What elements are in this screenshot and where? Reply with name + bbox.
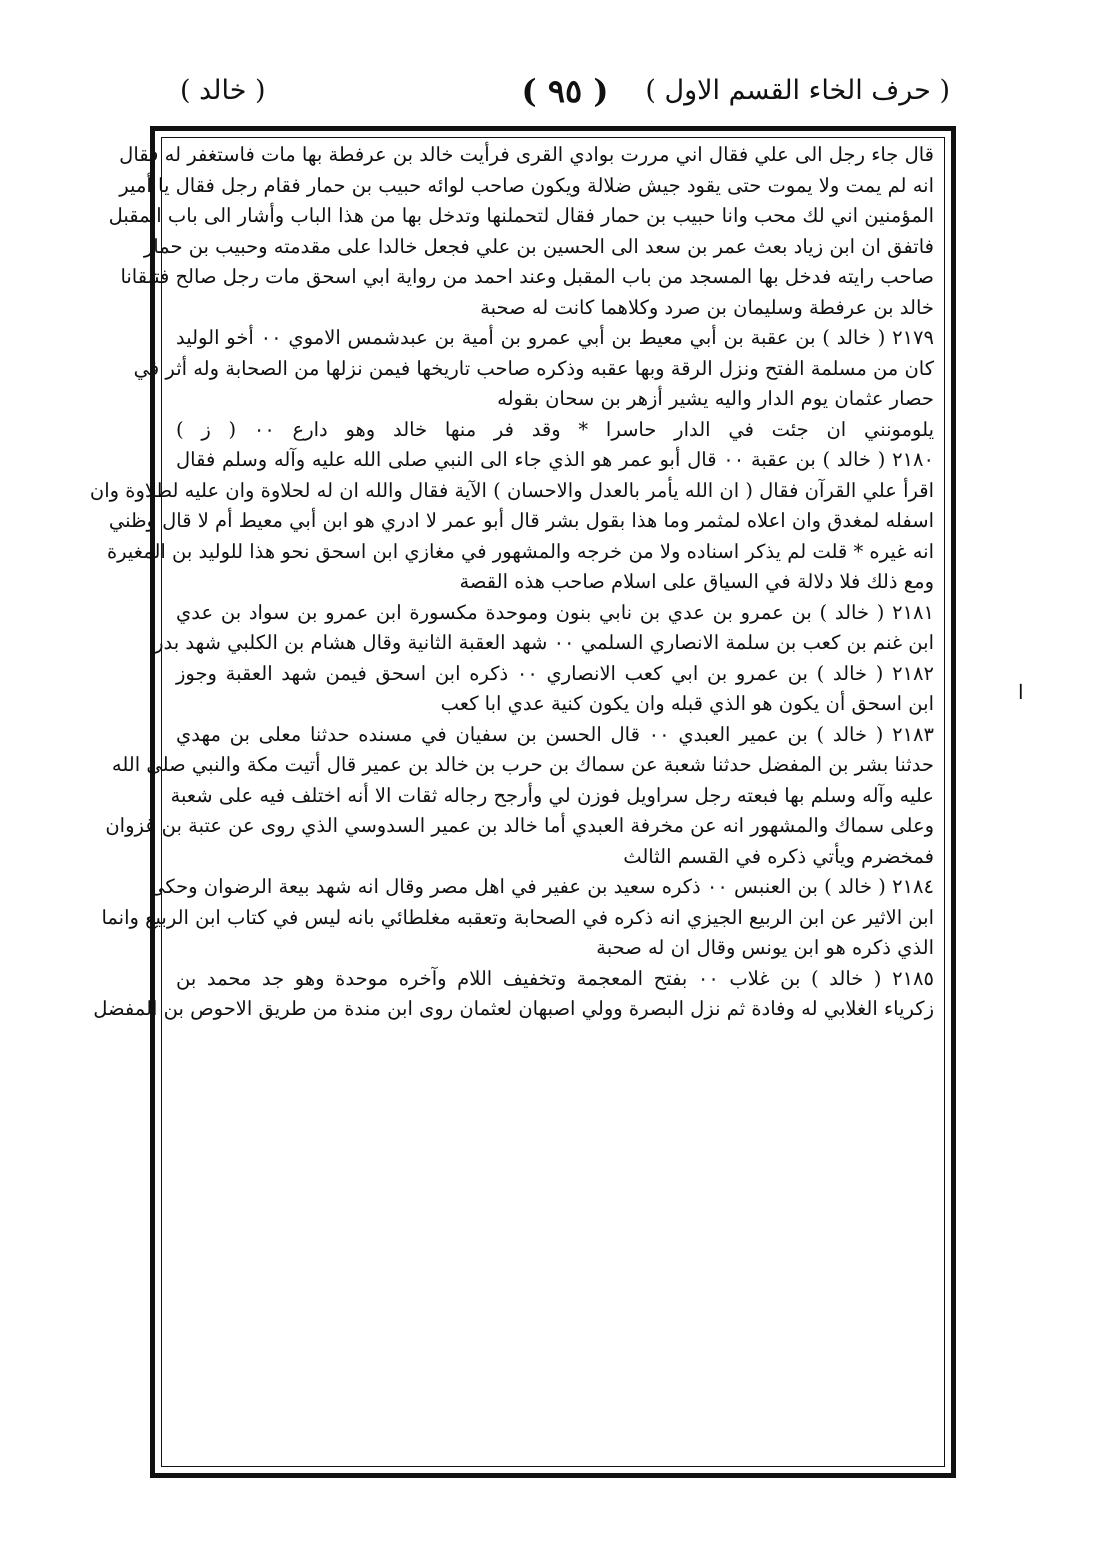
margin-mark: ا [1018,680,1024,704]
document-body [89,140,935,1025]
text-line: عليه وآله وسلم بها فبعته رجل سراويل فوزن لي وأرجح رجاله ثقات الا أنه اختلف فيه على شعبة [170,783,934,807]
text-line: ٢١٧٩ ( خالد ) بن عقبة بن أبي معيط بن أبي عمرو بن أمية بن عبدشمس الاموي ٠٠ أخو الوليد [176,326,935,349]
text-line: اقرأ علي القرآن فقال ( ان الله يأمر بالعدل والاحسان ) الآية فقال والله ان له لحلاوة وان عليه لطلاوة وان [89,478,934,502]
text-line: قال جاء رجل الى علي فقال اني مررت بوادي القرى فرأيت خالد بن عرفطة بها مات فاستغفر له فقال [119,143,934,166]
text-line: ابن اسحق أن يكون هو الذي قبله وان يكون كنية عدي ابا كعب [440,692,934,715]
text-line: ومع ذلك فلا دلالة في السياق على اسلام صاحب هذه القصة [459,570,934,593]
text-line: فمخضرم ويأتي ذكره في القسم الثالث [623,844,934,868]
text-line: زكرياء الغلابي له وفادة ثم نزل البصرة وولي اصبهان لعثمان روى ابن مندة من طريق الاحوص بن المفضل [93,997,934,1020]
text-line: ابن الاثير عن ابن الربيع الجيزي انه ذكره في الصحابة وتعقبه مغلطائي بانه ليس في كتاب ابن الربيع وانما [101,905,934,929]
text-line: حدثنا بشر بن المفضل حدثنا شعبة عن سماك بن حرب بن خالد بن عمير قال أتيت مكة والنبي صلى الله [111,753,934,776]
running-head-name: ( خالد ) [180,75,266,106]
text-line: اسفله لمغدق وان اعلاه لمثمر وما هذا بقول بشر قال أبو عمر لا ادري هو ابن أبي معيط أم لا قال وظني [108,509,934,532]
text-line: ٢١٨٣ ( خالد ) بن عمير العبدي ٠٠ قال الحسن بن سفيان في مسنده حدثنا معلى بن مهدي [176,722,935,746]
page-number: ( ٩٥ ) [521,72,609,110]
text-line: خالد بن عرفطة وسليمان بن صرد وكلاهما كانت له صحبة [480,295,934,319]
text-line: انه غيره * قلت لم يذكر اسناده ولا من خرجه والمشهور في مغازي ابن اسحق نحو هذا للوليد بن المغيرة [106,539,934,563]
text-line: ٢١٨٥ ( خالد ) بن غلاب ٠٠ بفتح المعجمة وتخفيف اللام وآخره موحدة وهو جد محمد بن [176,966,934,990]
page-header [180,66,950,116]
text-line: كان من مسلمة الفتح ونزل الرقة وبها عقبه وذكره صاحب تاريخها فيمن نزلها من الصحابة وله أثر في [133,356,934,380]
text-line: ٢١٨١ ( خالد ) بن عمرو بن عدي بن نابي بنون وموحدة مكسورة ابن عمرو بن سواد بن عدي [176,600,934,624]
text-line: الذي ذكره هو ابن يونس وقال ان له صحبة [596,936,934,959]
text-line: انه لم يمت ولا يموت حتى يقود جيش ضلالة ويكون صاحب لوائه حبيب بن حمار فقام رجل فقال يا أمير [119,173,934,197]
text-line: ٢١٨٤ ( خالد ) بن العنبس ٠٠ ذكره سعيد بن عفير في اهل مصر وقال انه شهد بيعة الرضوان وحكى [149,875,934,898]
text-line: ٢١٨٢ ( خالد ) بن عمرو بن ابي كعب الانصاري ٠٠ ذكره ابن اسحق فيمن شهد العقبة وجوز [176,661,934,685]
text-line: المؤمنين اني لك محب وانا حبيب بن حمار فقال لتحملنها وتدخل بها من هذا الباب وأشار الى باب المقبل [108,204,934,227]
text-line: ٢١٨٠ ( خالد ) بن عقبة ٠٠ قال أبو عمر هو الذي جاء الى النبي صلى الله عليه وآله وسلم فقال [176,448,934,471]
text-line: وعلى سماك والمشهور انه عن مخرفة العبدي أما خالد بن عمير السدوسي الذي روى عن عتبة بن غزوان [105,814,934,837]
text-line: فاتفق ان ابن زياد بعث عمر بن سعد الى الحسين بن علي فجعل خالدا على مقدمته وحبيب بن حمار [143,234,934,258]
text-line: يلومونني ان جئت في الدار حاسرا * وقد فر منها خالد وهو دارع ٠٠ ( ز ) [176,417,934,441]
text-line: حصار عثمان يوم الدار واليه يشير أزهر بن سحان بقوله [497,387,934,410]
section-title: ( حرف الخاء القسم الاول ) [645,75,950,106]
text-line: ابن غنم بن كعب بن سلمة الانصاري السلمي ٠٠ شهد العقبة الثانية وقال هشام بن الكلبي شهد بدرا [148,631,934,654]
text-line: صاحب رايته فدخل بها المسجد من باب المقبل وعند احمد من رواية ابي اسحق مات رجل صالح فتلقانا [120,265,934,288]
